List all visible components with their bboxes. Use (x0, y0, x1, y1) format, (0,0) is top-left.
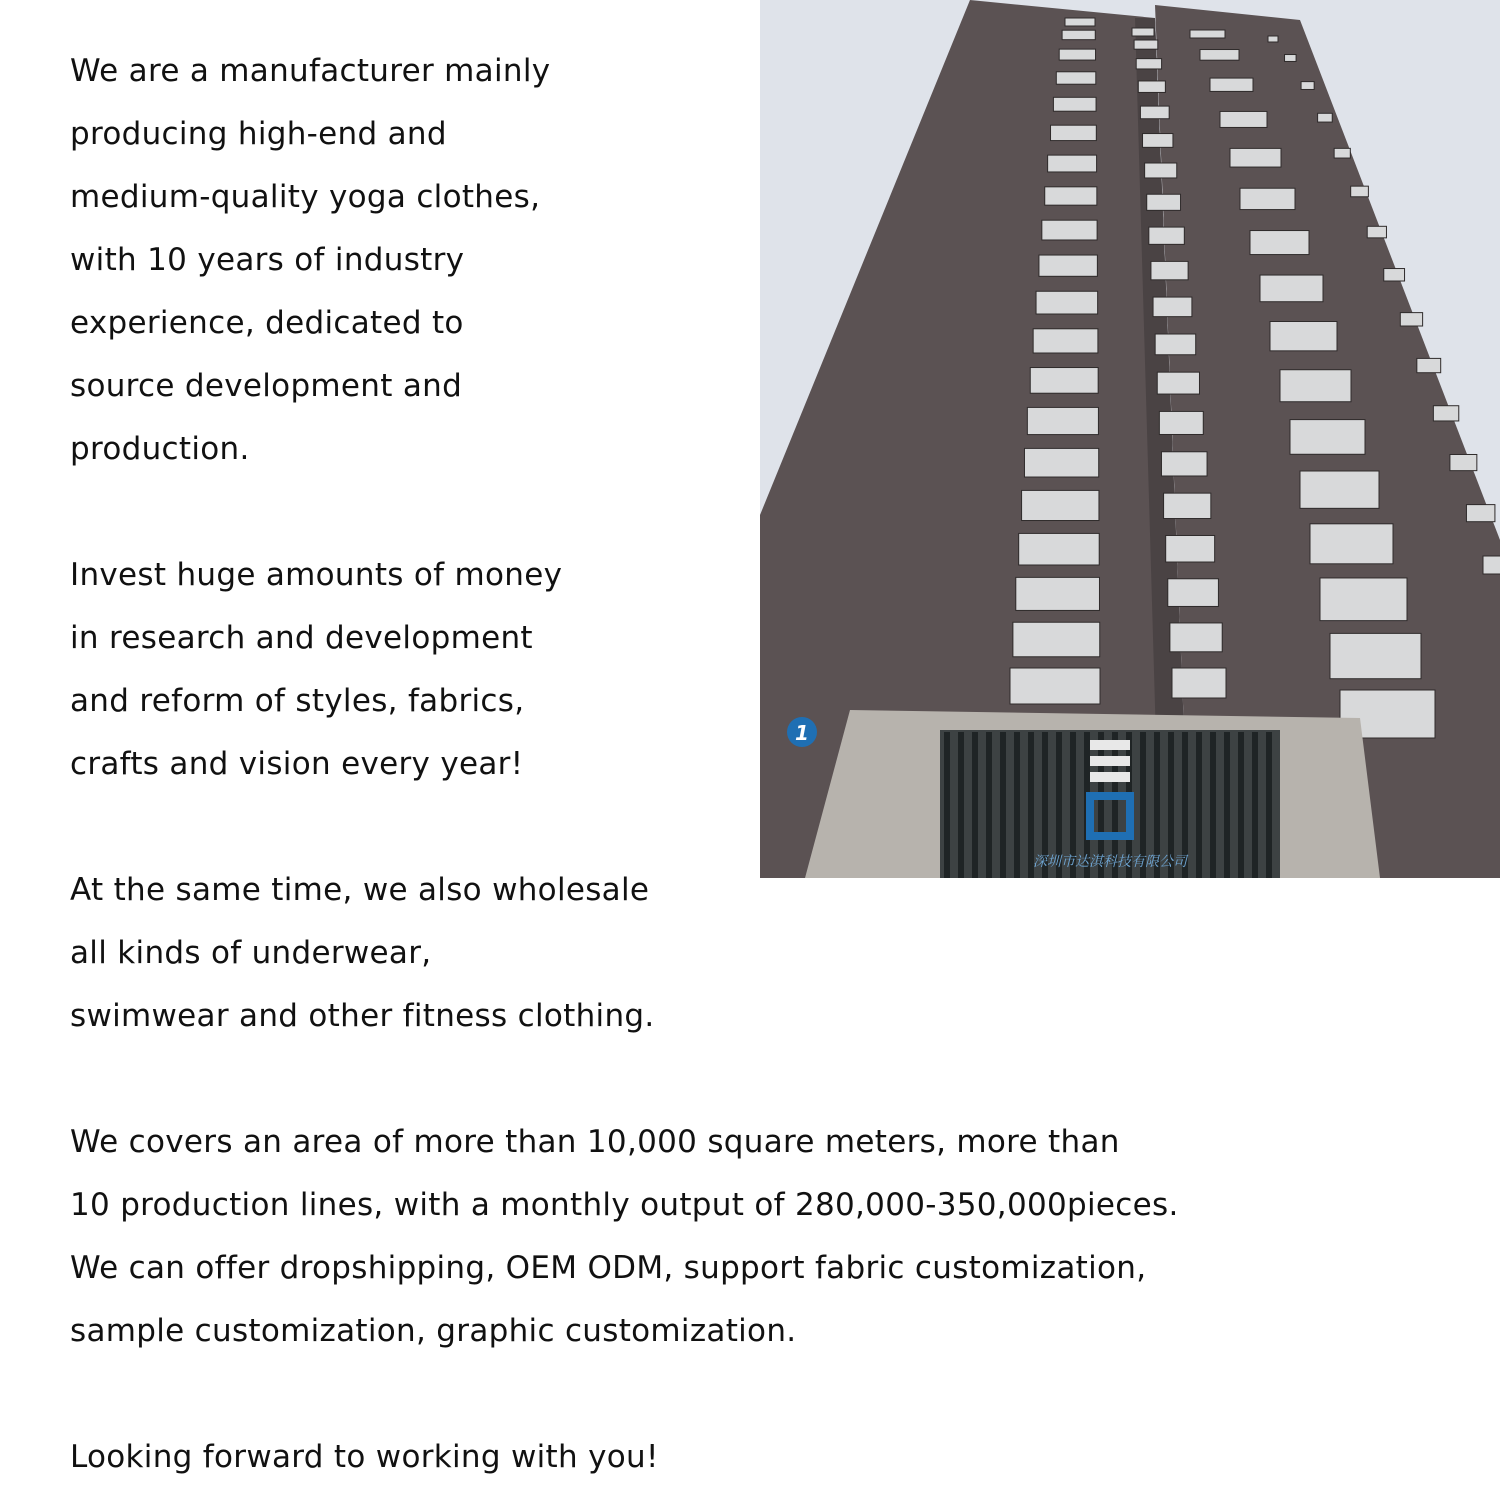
window (1400, 313, 1422, 326)
capacity-line: We covers an area of more than 10,000 square meters, more than (70, 1124, 1120, 1160)
window (1417, 358, 1441, 372)
window (1132, 28, 1154, 36)
window (1022, 490, 1099, 520)
window (1036, 291, 1098, 314)
window (1168, 579, 1219, 607)
window (1334, 148, 1350, 158)
window (1030, 368, 1098, 394)
gate-bar (986, 732, 992, 878)
window (1351, 186, 1369, 197)
window (1320, 578, 1407, 621)
window (1161, 452, 1207, 476)
window (1240, 188, 1295, 209)
capacity-paragraph (70, 1111, 1270, 1363)
gate-bar (1014, 732, 1020, 878)
closing-line: Looking forward to working with you! (70, 1439, 659, 1475)
intro-line: We are a manufacturer mainly (70, 53, 551, 89)
window (1280, 370, 1351, 402)
wholesale-line: swimwear and other fitness clothing. (70, 998, 655, 1034)
intro-line: production. (70, 431, 250, 467)
gate-bar (1224, 732, 1230, 878)
window (1300, 471, 1379, 508)
investment-line: and reform of styles, fabrics, (70, 683, 525, 719)
window (1065, 18, 1095, 26)
window (1483, 556, 1500, 574)
investment-line: Invest huge amounts of money (70, 557, 563, 593)
wholesale-paragraph (70, 859, 1270, 1048)
gate-bar (1252, 732, 1258, 878)
window (1172, 668, 1226, 698)
window (1045, 187, 1097, 205)
window (1220, 111, 1267, 127)
closing-paragraph (70, 1426, 1270, 1489)
window (1143, 134, 1173, 148)
window (1166, 535, 1215, 562)
window (1136, 59, 1161, 69)
window (1230, 148, 1281, 167)
window (1051, 125, 1097, 140)
window (1062, 30, 1095, 39)
window (1039, 255, 1097, 276)
window (1367, 226, 1386, 238)
gate-bar (972, 732, 978, 878)
window (1027, 407, 1098, 434)
window (1033, 329, 1098, 353)
building-number: 1 (795, 721, 809, 745)
window (1318, 113, 1333, 122)
gate-bar (1266, 732, 1272, 878)
wholesale-line: At the same time, we also wholesale (70, 872, 650, 908)
intro-line: with 10 years of industry (70, 242, 465, 278)
gate-bar (1196, 732, 1202, 878)
window (1042, 220, 1097, 240)
window (1059, 49, 1095, 60)
window (1200, 50, 1239, 61)
window (1010, 668, 1100, 704)
window (1149, 227, 1184, 244)
window (1270, 322, 1337, 351)
window (1024, 448, 1098, 477)
window (1190, 30, 1225, 38)
window (1268, 36, 1278, 42)
window (1140, 106, 1169, 119)
intro-line: producing high-end and (70, 116, 447, 152)
capacity-line: We can offer dropshipping, OEM ODM, support fabric customization, (70, 1250, 1147, 1286)
window (1450, 454, 1477, 470)
capacity-line: sample customization, graphic customization. (70, 1313, 797, 1349)
window (1155, 334, 1196, 355)
gate-bar (1000, 732, 1006, 878)
gate-bar (944, 732, 950, 878)
gate-bar (1238, 732, 1244, 878)
window (1048, 155, 1097, 172)
window (1433, 406, 1458, 421)
building-illustration (760, 0, 1500, 878)
capacity-line: 10 production lines, with a monthly output of 280,000-350,000pieces. (70, 1187, 1179, 1223)
window (1013, 622, 1100, 657)
window (1250, 231, 1309, 255)
window (1170, 623, 1222, 652)
window (1330, 633, 1421, 678)
window (1153, 297, 1192, 317)
window (1016, 577, 1100, 610)
window (1138, 81, 1165, 92)
intro-line: source development and (70, 368, 463, 404)
window (1466, 505, 1494, 522)
window (1134, 40, 1158, 49)
window (1145, 163, 1177, 178)
investment-line: crafts and vision every year! (70, 746, 524, 782)
window (1151, 261, 1188, 279)
window (1310, 524, 1393, 564)
window (1019, 533, 1100, 565)
window (1210, 78, 1253, 91)
window (1384, 269, 1405, 281)
company-signage: 深圳市达淇科技有限公司 (1033, 854, 1187, 870)
wholesale-line: all kinds of underwear, (70, 935, 432, 971)
window (1159, 411, 1203, 434)
gate-bar (1210, 732, 1216, 878)
window (1290, 420, 1365, 455)
factory-building-photo (760, 0, 1500, 878)
intro-line: experience, dedicated to (70, 305, 464, 341)
window (1056, 72, 1095, 84)
window (1164, 493, 1211, 518)
window (1260, 275, 1323, 302)
investment-line: in research and development (70, 620, 533, 656)
window (1147, 194, 1181, 210)
gate-bar (958, 732, 964, 878)
window (1053, 97, 1096, 111)
window (1301, 82, 1314, 90)
window (1157, 372, 1199, 394)
intro-line: medium-quality yoga clothes, (70, 179, 541, 215)
window (1285, 55, 1297, 62)
